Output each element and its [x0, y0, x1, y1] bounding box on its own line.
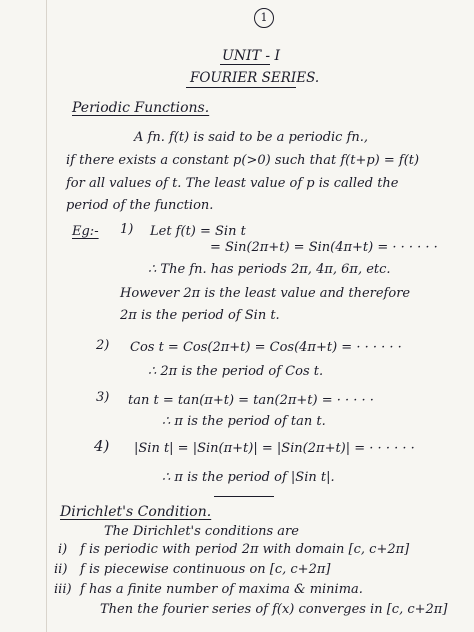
condition-1-text: f is periodic with period 2π with domain [c, c+2π] — [80, 542, 410, 557]
example-4-number: 4) — [94, 437, 110, 455]
example-1-number: 1) — [120, 222, 134, 237]
condition-1-number: i) — [58, 542, 68, 557]
example-1-line-3: ∴ The fn. has periods 2π, 4π, 6π, etc. — [148, 262, 391, 277]
unit-title-underline — [220, 64, 270, 65]
definition-line-1: A fn. f(t) is said to be a periodic fn., — [134, 130, 369, 145]
example-1-line-1: Let f(t) = Sin t — [150, 224, 246, 239]
example-4-line-1: |Sin t| = |Sin(π+t)| = |Sin(2π+t)| = · · · · · · — [134, 441, 415, 456]
example-4-line-2: ∴ π is the period of |Sin t|. — [162, 470, 335, 485]
margin-line — [46, 0, 47, 632]
condition-2-text: f is piecewise continuous on [c, c+2π] — [80, 562, 331, 577]
example-2-line-1: Cos t = Cos(2π+t) = Cos(4π+t) = · · · · · · — [130, 340, 402, 355]
page-number: 1 — [254, 8, 274, 28]
dirichlet-intro: The Dirichlet's conditions are — [104, 524, 299, 539]
example-1-line-4: However 2π is the least value and therefore — [120, 286, 411, 301]
definition-line-3: for all values of t. The least value of p is called the — [66, 176, 399, 191]
example-2-line-2: ∴ 2π is the period of Cos t. — [148, 364, 324, 379]
example-1-line-5: 2π is the period of Sin t. — [120, 308, 280, 323]
condition-3-text: f has a finite number of maxima & minima. — [80, 582, 363, 597]
subject-title: FOURIER SERIES. — [190, 70, 320, 86]
example-1-line-2: = Sin(2π+t) = Sin(4π+t) = · · · · · · — [210, 240, 438, 255]
section-heading-dirichlet: Dirichlet's Condition. — [60, 504, 212, 520]
definition-line-2: if there exists a constant p(>0) such that f(t+p) = f(t) — [66, 153, 420, 168]
example-3-line-2: ∴ π is the period of tan t. — [162, 414, 326, 429]
example-label: Eg:- — [72, 224, 99, 239]
example-3-line-1: tan t = tan(π+t) = tan(2π+t) = · · · · · — [128, 393, 374, 408]
condition-2-number: ii) — [54, 562, 68, 577]
subject-title-underline — [186, 87, 296, 88]
section-heading-periodic: Periodic Functions. — [72, 100, 210, 116]
example-3-number: 3) — [96, 390, 110, 405]
condition-3-number: iii) — [54, 582, 72, 597]
closing-line: Then the fourier series of f(x) converges in [c, c+2π] — [100, 602, 448, 617]
section-divider — [214, 496, 274, 497]
unit-title: UNIT - I — [222, 48, 281, 64]
example-2-number: 2) — [96, 338, 110, 353]
definition-line-4: period of the function. — [66, 198, 214, 213]
